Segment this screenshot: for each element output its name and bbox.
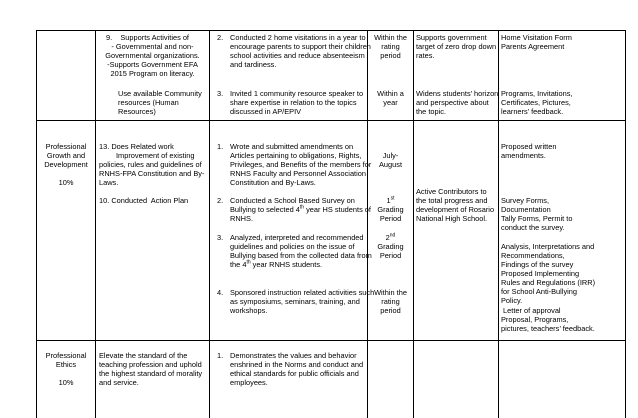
area-label: Development [44,160,88,169]
means-line: Findings of the survey [501,260,574,269]
activity-line: enshrined in the Norms and conduct and [230,360,364,369]
time-frame-line: 1st [386,195,395,205]
time-frame-line: Grading [377,205,404,214]
activity-line: workshops. [230,306,268,315]
indicator-line: target of zero drop down [416,42,497,51]
activity-line: as symposiums, seminars, training, and [230,297,360,306]
activity-line: encourage parents to support their children [230,42,371,51]
objective-line: 13. Does Related work [99,142,174,151]
objective-line: policies, rules and guidelines of [99,160,202,169]
activity-line: guidelines and policies on the issue of [230,242,355,251]
means-line: learners’ feedback. [501,107,564,116]
activity-line: school activities and reduce absenteeism [230,51,365,60]
activity-line: Bullying based from the collected data from [230,251,372,260]
time-frame-line: Within the [374,33,407,42]
means-line: Programs, Invitations, [501,89,573,98]
time-frame-line: July- [382,151,399,160]
means-line: Certificates, Pictures, [501,98,571,107]
area-label: Growth and [46,151,86,160]
means-line: pictures, teachers’ feedback. [501,324,595,333]
grid-line [625,30,626,418]
objective-line: resources (Human [118,98,179,107]
indicator-line: the total progress and [416,196,488,205]
means-line: Survey Forms, [501,196,550,205]
means-line: Proposal, Programs, [501,315,569,324]
objective-line: Laws. [99,178,119,187]
area-weight: 10% [58,178,74,187]
objective-line: Improvement of existing [116,151,195,160]
grid-line [95,30,96,418]
grid-line [36,30,625,31]
objective-line: - Governmental and non- [111,42,194,51]
area-weight: 10% [58,378,74,387]
objective-line: -Supports Government EFA [107,60,198,69]
objective-line: 10. Conducted Action Plan [99,196,189,205]
activity-line: discussed in AP/EPIV [230,107,302,116]
indicator-line: Active Contributors to [416,187,487,196]
activity-line: RNHS Faculty and Personnel Association [230,169,366,178]
activity-number: 3. [217,89,224,98]
objective-line: RNHS-FPA Constitution and By- [99,169,205,178]
time-frame-line: Within the [374,288,407,297]
activity-number: 2. [217,33,224,42]
activity-number: 4. [217,288,224,297]
means-line: Rules and Regulations (IRR) [501,278,596,287]
activity-line: Articles pertaining to obligations, Rights, [230,151,362,160]
objective-line: Elevate the standard of the [99,351,188,360]
activity-number: 3. [217,233,224,242]
activity-line: Invited 1 community resource speaker to [230,89,364,98]
time-frame-line: rating [381,42,400,51]
objective-line: Governmental organizations. [105,51,200,60]
activity-line: Sponsored instruction related activities such [230,288,375,297]
means-line: conduct the survey. [501,223,565,232]
objective-line: Use available Community [118,89,202,98]
time-frame-line: period [380,306,401,315]
means-line: Analysis, Interpretations and [501,242,595,251]
indicator-line: development of Rosario [416,205,495,214]
grid-line [209,30,210,418]
activity-line: Bullying to selected 4th year HS students of [230,204,371,214]
activity-number: 2. [217,196,224,205]
activity-line: Analyzed, interpreted and recommended [230,233,364,242]
means-line: Documentation [501,205,551,214]
activity-number: 1. [217,351,224,360]
grid-line [413,30,414,418]
objective-line: 2015 Program on literacy. [110,69,195,78]
means-line: Letter of approval [501,306,561,315]
objective-line: Resources) [118,107,156,116]
activity-line: ethical standards for public officials and [230,369,359,378]
means-line: Policy. [501,296,523,305]
time-frame-line: period [380,51,401,60]
time-frame-line: Period [379,251,402,260]
indicator-line: Widens students’ horizon [416,89,499,98]
activity-line: share expertise in relation to the topics [230,98,357,107]
time-frame-line: year [383,98,398,107]
objective-line: 9. Supports Activities of [106,33,189,42]
indicator-line: National High School. [416,214,488,223]
activity-line: Wrote and submitted amendments on [230,142,354,151]
time-frame-line: Period [379,214,402,223]
indicator-line: Supports government [416,33,487,42]
area-label: Professional [45,142,87,151]
means-line: Home Visitation Form [501,33,572,42]
time-frame-line: 2nd [385,232,396,242]
activity-line: Conducted 2 home visitations in a year to [230,33,366,42]
activity-line: employees. [230,378,268,387]
indicator-line: and perspective about [416,98,489,107]
objective-line: the highest standard of morality [99,369,203,378]
activity-line: RNHS. [230,214,253,223]
time-frame-line: August [378,160,402,169]
objective-line: teaching profession and uphold [99,360,202,369]
activity-line: Constitution and By-Laws. [230,178,316,187]
grid-line [36,340,625,341]
activity-number: 1. [217,142,224,151]
means-line: Recommendations, [501,251,565,260]
indicator-line: the topic. [416,107,446,116]
activity-line: the 4th year RNHS students. [230,259,323,269]
activity-line: Demonstrates the values and behavior [230,351,357,360]
area-label: Professional [45,351,87,360]
means-line: Tally Forms, Permit to [501,214,573,223]
time-frame-line: rating [381,297,400,306]
activity-line: and tardiness. [230,60,277,69]
means-line: for School Anti-Bullying [501,287,577,296]
area-label: Ethics [55,360,77,369]
objective-line: and service. [99,378,139,387]
time-frame-line: Grading [377,242,404,251]
time-frame-line: Within a [377,89,404,98]
means-line: Parents Agreement [501,42,565,51]
means-line: Proposed Implementing [501,269,580,278]
indicator-line: rates. [416,51,435,60]
activity-line: Conducted a School Based Survey on [230,196,355,205]
grid-line [36,120,625,121]
means-line: amendments. [501,151,546,160]
activity-line: Privileges, and Benefits of the members for [230,160,372,169]
means-line: Proposed written [501,142,557,151]
